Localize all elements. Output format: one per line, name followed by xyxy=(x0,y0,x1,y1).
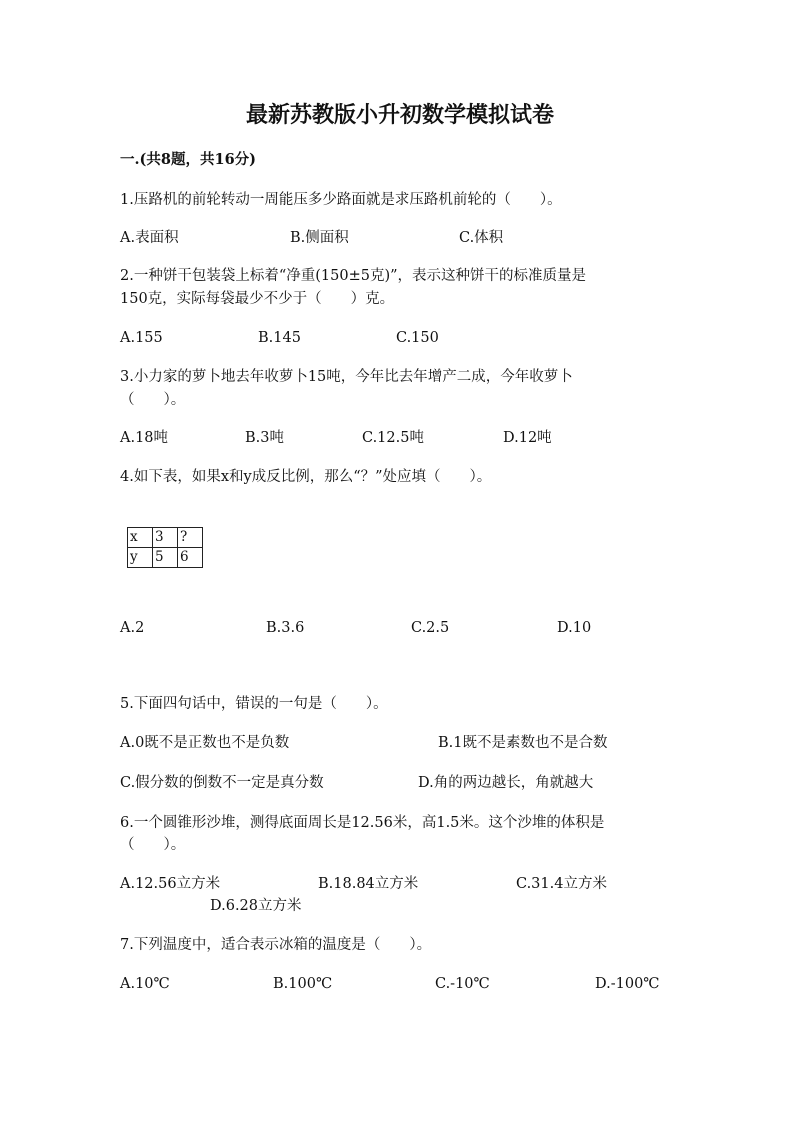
q1-option-b[interactable]: B.侧面积 xyxy=(290,230,349,246)
table-cell: 3 xyxy=(153,528,178,548)
q6-option-c[interactable]: C.31.4立方米 xyxy=(516,876,607,892)
question-6-line-1: 6.一个圆锥形沙堆，测得底面周长是12.56米，高1.5米。这个沙堆的体积是 xyxy=(120,815,605,831)
q2-option-b[interactable]: B.145 xyxy=(258,330,301,346)
section-header: 一.(共8题，共16分) xyxy=(120,151,257,168)
q3-option-c[interactable]: C.12.5吨 xyxy=(362,430,424,446)
q7-option-a[interactable]: A.10℃ xyxy=(120,976,170,992)
question-6-line-2: （ ）。 xyxy=(120,837,186,853)
question-2-line-2: 150克，实际每袋最少不少于（ ）克。 xyxy=(120,291,395,307)
q1-option-a[interactable]: A.表面积 xyxy=(120,230,179,246)
q2-option-c[interactable]: C.150 xyxy=(396,330,439,346)
table-cell: 6 xyxy=(178,548,203,568)
table-cell: ? xyxy=(178,528,203,548)
table-row xyxy=(128,548,203,568)
q6-option-b[interactable]: B.18.84立方米 xyxy=(318,876,419,892)
q1-option-c[interactable]: C.体积 xyxy=(459,230,504,246)
q5-option-c[interactable]: C.假分数的倒数不一定是真分数 xyxy=(120,775,324,791)
q3-option-a[interactable]: A.18吨 xyxy=(120,430,169,446)
q4-option-a[interactable]: A.2 xyxy=(120,620,145,636)
q6-option-a[interactable]: A.12.56立方米 xyxy=(120,876,221,892)
table-row xyxy=(128,528,203,548)
question-4: 4.如下表，如果x和y成反比例，那么“？”处应填（ ）。 xyxy=(120,469,492,485)
q7-option-d[interactable]: D.-100℃ xyxy=(595,976,660,992)
q3-option-d[interactable]: D.12吨 xyxy=(503,430,552,446)
q6-option-d[interactable]: D.6.28立方米 xyxy=(210,898,302,914)
q5-option-b[interactable]: B.1既不是素数也不是合数 xyxy=(438,735,608,751)
question-3-line-2: （ ）。 xyxy=(120,392,186,408)
q7-option-b[interactable]: B.100℃ xyxy=(273,976,333,992)
q4-option-b[interactable]: B.3.6 xyxy=(266,620,305,636)
xy-table xyxy=(127,527,203,568)
question-3-line-1: 3.小力家的萝卜地去年收萝卜15吨，今年比去年增产二成，今年收萝卜 xyxy=(120,369,573,385)
table-cell: 5 xyxy=(153,548,178,568)
q5-option-d[interactable]: D.角的两边越长，角就越大 xyxy=(418,775,594,791)
q3-option-b[interactable]: B.3吨 xyxy=(245,430,284,446)
question-1: 1.压路机的前轮转动一周能压多少路面就是求压路机前轮的（ ）。 xyxy=(120,192,562,208)
page-title: 最新苏教版小升初数学模拟试卷 xyxy=(245,102,554,128)
table-cell: y xyxy=(128,548,153,568)
q7-option-c[interactable]: C.-10℃ xyxy=(435,976,490,992)
table-cell: x xyxy=(128,528,153,548)
question-2-line-1: 2.一种饼干包装袋上标着“净重(150±5克)”，表示这种饼干的标准质量是 xyxy=(120,268,587,284)
q2-option-a[interactable]: A.155 xyxy=(120,330,163,346)
question-7: 7.下列温度中，适合表示冰箱的温度是（ ）。 xyxy=(120,937,432,953)
q5-option-a[interactable]: A.0既不是正数也不是负数 xyxy=(120,735,290,751)
q4-option-d[interactable]: D.10 xyxy=(557,620,592,636)
question-5: 5.下面四句话中，错误的一句是（ ）。 xyxy=(120,696,388,712)
q4-option-c[interactable]: C.2.5 xyxy=(411,620,450,636)
